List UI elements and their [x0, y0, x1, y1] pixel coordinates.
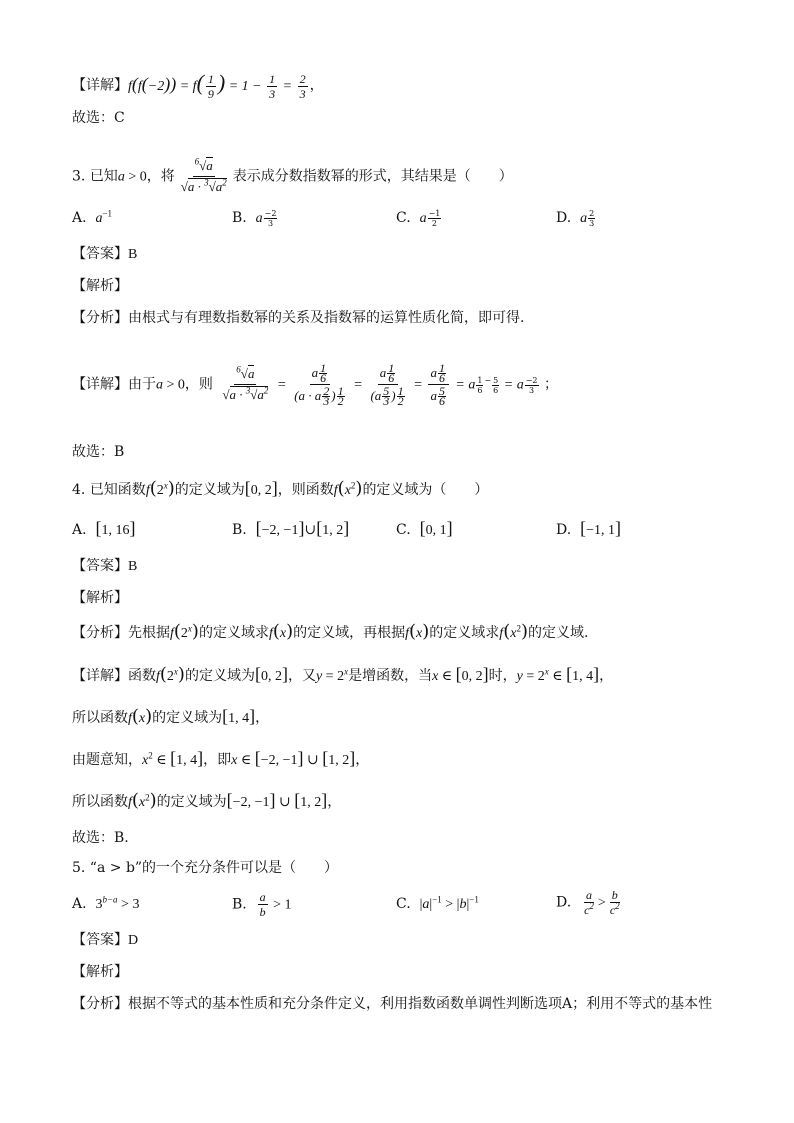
q3-detail: 【详解】由于a > 0，则 $\frac{^6√a}{√a \cdot ^3√a^2}$ = a $\frac{1}{6}$ (a · a $\frac{2}{3}$ ) $\frac{1}{2}$ = a $\frac{1}{6}$ (a $\frac{5}{3}$ ) $\frac{1}{2}$ = a $\frac{1}{6}$ a $\frac{5}{6}$ = a $\frac{1}{6}$ − $\frac{5}{6}$ = a $\frac{-2}{3}$ ； — [72, 360, 558, 408]
q3-option-c: C. a $\frac{-1}{2}$ — [396, 209, 441, 229]
q3-stem-pre: 已知 — [89, 168, 118, 185]
q4-detail-1: 【详解】函数f(2$^x$)的定义域为[0, 2]，又$y = 2^x$是增函数，当x ∈ [0, 2]时，$y = 2^x$ ∈ [1, 4]， — [72, 664, 614, 685]
q4-option-a: A. [1, 16] — [72, 518, 136, 538]
q4-analysis-tag: 【解析】 — [72, 590, 128, 606]
q3-stem: 3. 已知a > 0，将 $\frac{^6√a}{√a \cdot ^3√a^2}$ 表示成分数指数幂的形式，其结果是（ ） — [72, 156, 513, 197]
q3-cond: a — [117, 169, 125, 185]
q2-detail-line: 【详解】f(f(−2)) = f( $\frac{1}{9}$ ) = 1 − $\frac{1}{3}$ = $\frac{2}{3}$ ， — [72, 69, 324, 101]
q2-choice: 故选：C — [72, 110, 125, 126]
q5-analysis-tag: 【解析】 — [72, 964, 128, 980]
q5-answer: 【答案】D — [72, 932, 139, 948]
q3-option-b: B. a $\frac{-2}{3}$ — [232, 209, 277, 229]
q2-detail-formula: f(f(−2)) = f( $\frac{1}{9}$ ) = 1 − $\frac{1}{3}$ = $\frac{2}{3}$ — [128, 69, 306, 101]
q5-method: 【分析】根据不等式的基本性质和充分条件定义，利用指数函数单调性判断选项A；利用不等式的基本性 — [72, 996, 713, 1012]
q3-answer: 【答案】B — [72, 246, 138, 262]
q5-option-d: D. $\frac{a}{c^2}$ > $\frac{b}{c^2}$ — [556, 888, 620, 917]
q3-stem-post: 表示成分数指数幂的形式，其结果是（ ） — [232, 168, 513, 185]
q4-detail-3: 由题意知，$x^2$ ∈ [1, 4]，即x ∈ [−2, −1] ∪ [1, 2]， — [72, 748, 370, 768]
q4-stem: 4. 已知函数f(2$^x$)的定义域为[0, 2]，则函数$f(x^2)$的定义域为（ ） — [72, 478, 489, 499]
q4-answer: 【答案】B — [72, 558, 138, 574]
q5-option-a: A. $3^{b-a} > 3$ — [72, 894, 140, 912]
q4-option-d: D. [−1, 1] — [556, 518, 621, 538]
q4-choice: 故选：B. — [72, 830, 129, 846]
q4-detail-2: 所以函数f(x)的定义域为[1, 4]， — [72, 706, 270, 727]
q3-option-a: A. $a^{-1}$ — [72, 208, 113, 226]
q3-method: 【分析】由根式与有理数指数幂的关系及指数幂的运算性质化简，即可得. — [72, 310, 525, 326]
q4-option-c: C. [0, 1] — [396, 518, 453, 538]
q3-option-d: D. a $\frac{2}{3}$ — [556, 209, 595, 229]
q5-option-b: B. $\frac{a}{b}$ > 1 — [232, 890, 292, 919]
q5-stem: 5. “a > b”的一个充分条件可以是（ ） — [72, 860, 339, 876]
q3-choice: 故选：B — [72, 444, 125, 460]
q4-method: 【分析】先根据f(2$^x$)的定义域求f(x)的定义域，再根据f(x)的定义域求$f(x^2)$的定义域. — [72, 621, 589, 642]
q3-analysis-tag: 【解析】 — [72, 278, 128, 294]
q5-option-c: C. $|a|^{-1} > |b|^{-1}$ — [396, 894, 479, 912]
q3-number: 3. — [72, 168, 86, 185]
q4-option-b: B. [−2, −1]∪[1, 2] — [232, 518, 350, 538]
q3-stem-mid: ，将 — [146, 168, 175, 185]
q3-expression: $\frac{^6√a}{√a \cdot ^3√a^2}$ — [180, 156, 227, 194]
detail-tag: 【详解】 — [72, 77, 128, 94]
q4-detail-4: 所以函数$f(x^2)$的定义域为[−2, −1] ∪ [1, 2]， — [72, 790, 342, 811]
